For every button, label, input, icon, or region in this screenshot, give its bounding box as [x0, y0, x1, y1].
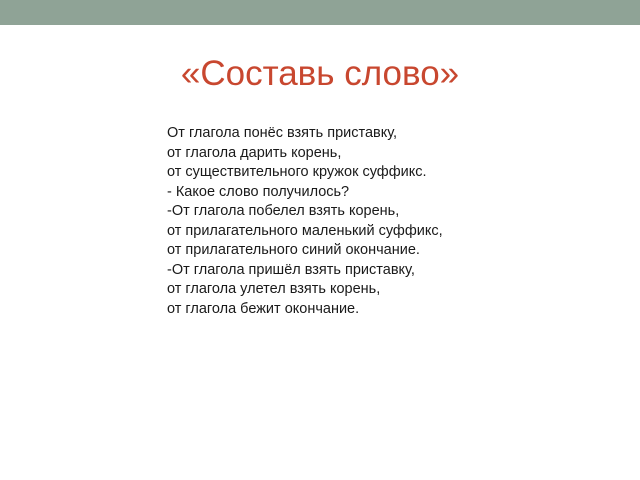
body-line: -От глагола побелел взять корень, — [167, 203, 400, 219]
slide-body — [167, 124, 607, 319]
slide-title: «Составь слово» — [180, 54, 460, 93]
top-bar — [0, 0, 640, 25]
body-line: от прилагательного маленький суффикс, — [167, 222, 443, 239]
body-line: от глагола улетел взять корень, — [167, 281, 381, 297]
body-line: от глагола бежит окончание. — [167, 300, 360, 317]
body-line: от существительного кружок суффикс. — [167, 164, 427, 180]
body-line: От глагола понёс взять приставку, — [167, 125, 398, 141]
body-line: от глагола дарить корень, — [167, 144, 342, 161]
body-line: - Какое слово получилось? — [167, 183, 350, 200]
body-line: от прилагательного синий окончание. — [167, 242, 420, 258]
body-line: -От глагола пришёл взять приставку, — [167, 261, 415, 278]
